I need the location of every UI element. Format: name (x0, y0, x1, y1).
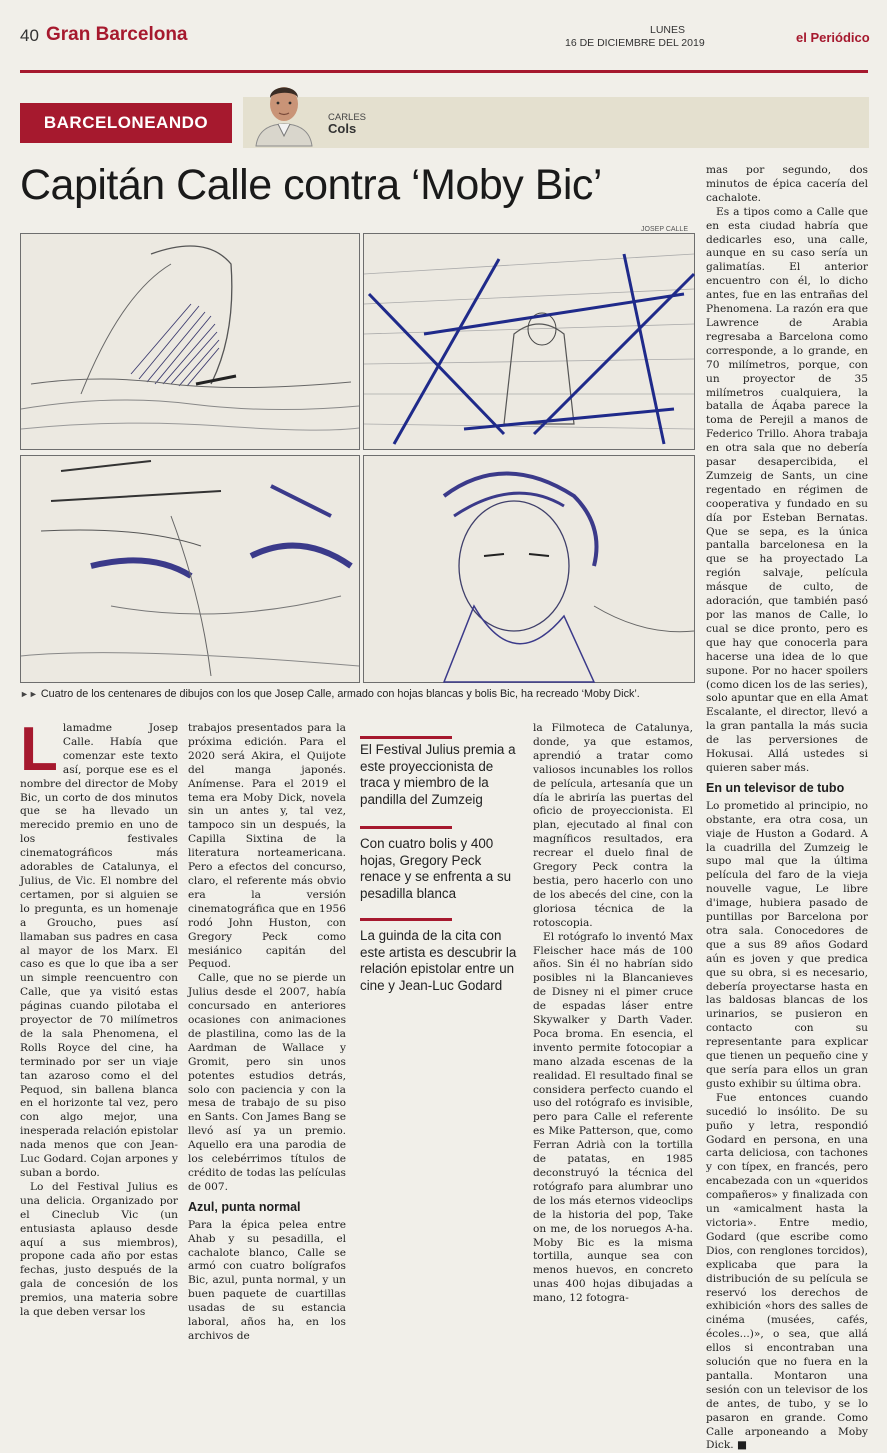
column-label (20, 103, 232, 143)
header-rule (20, 70, 868, 73)
body-column-4 (533, 722, 693, 1306)
quote-1: El Festival Julius premia a este proyeccionista de traca y miembro de la pandilla del Zumzeig (360, 742, 516, 807)
quote-3: La guinda de la cita con este artista es descubrir la relación epistolar entre un cine y Jean-Luc Godard (360, 928, 517, 993)
col5-paragraph-1: mas por segundo, dos minutos de épica cacería del cachalote. (706, 164, 868, 204)
col1-paragraph-2: Lo del Festival Julius es una delicia. Organizado por el Cineclub Vic (un entusiasta aplauso desde aquí a sus miembros), propone cada año por estas fechas, justo después de la gala de concesión de los premios, una materia sobre la que deben versar los (20, 1180, 178, 1319)
author-last-name: Cols (328, 121, 357, 136)
headline: Capitán Calle contra ‘Moby Bic’ (20, 161, 602, 209)
drawing-eyes-closeup (20, 455, 360, 683)
col4-paragraph-2: El rotógrafo lo inventó Max Fleischer hace más de 100 años. Sin él no habrían sido posibles ni la Blancanieves de Disney ni el pimer cruce de espadas láser entre Skywalker y Darth Vader. Poca broma. En esencia, el invento permite fotocopiar a mano alzada escenas de la realidad. El resultado final se considera perfecto cuando el uso del rotógrafo es invisible, pero para Calle el referente es Mike Patterson, que, como Ferran Adrià con la tortilla de patatas, en 1985 deconstruyó la técnica del rotógrafo para alumbrar uno de los más eternos videoclips de la historia del pop, Take on me, de los noruegos A-ha. Moby Bic es la misma tortilla, aunque sea con menos huevos, en concreto unas 400 hojas dibujadas a mano, 12 fotogra- (533, 930, 693, 1305)
body-column-5 (706, 164, 868, 1453)
date-day: LUNES (650, 24, 686, 36)
author-first-name: CARLES (328, 112, 367, 123)
subhead-azul: Azul, punta normal (188, 1199, 301, 1214)
column-label-text: BARCELONEANDO (43, 113, 209, 132)
col4-paragraph-1: la Filmoteca de Catalunya, donde, ya que estamos, aprendió a tratar como valiosos incunables los rollos de película, artesanía que un día le abriría las puertas del oficio de proyeccionista. El plan, ejecutado al final con magníficos resultados, era recrear el duelo final de Gregory Peck contra la bestia, pero hacerlo con uno de los abecés del cine, con la gloriosa técnica de la rotoscopia. (533, 722, 693, 929)
col5-paragraph-4: Fue entonces cuando sucedió lo insólito. De su puño y letra, respondió Godard en persona, en una carta deliciosa, con tachones y con típex, en francés, pero encabezada con un «queridos compañeros» y finalizada con un «amicalment hasta la victoria». Entre medio, Godard (que escribe como Dios, con renglones torcidos), explicaba que para la distribución de su película se reservó los derechos de exhibición «hors des salles de cinéma (musées, cafés, écoles...)», o sea, que allá ellos si encontraban una solución que no fuera en la pantalla. Montaron una sesión con un televisor de los de antes, de tubo, y se lo pasaron en grande. Como Calle arponeando a Moby Dick. ■ (706, 1091, 868, 1452)
col1-paragraph-1: lamadme Josep Calle. Había que comenzar este texto así, porque ese es el nombre del director de Moby Bic, un corto de dos minutos que se ha llevado un merecido premio en uno de los festivales cinematográficos más adorables de Catalunya, el Julius, de Vic. El nombre del certamen, por si alguien se lo pregunta, es un homenaje a Groucho, pues así llamaban sus padres en casa al mayor de los Marx. El caso es que lo que iba a ser un simple reencuentro con Calle, que ya visitó estas páginas cuando pilotaba el proyector de 70 milímetros de la sala Phenomena, el Rolls Royce del cine, ha terminado por ser un viaje tan azaroso como el del Pequod, sin ballena blanca en el horizonte tal vez, pero con algo mejor, una inesperada relación epistolar nada menos que con Jean-Luc Godard. Cojan arpones y suban a bordo. (20, 722, 178, 1179)
illustration-credit: JOSEP CALLE (641, 226, 688, 233)
section-title: Gran Barcelona (46, 24, 188, 45)
col2-paragraph-3: Para la épica pelea entre Ahab y su pesadilla, el cachalote blanco, Calle se armó con cuatro bolígrafos Bic, azul, punta normal, y un buen paquete de cuartillas usadas de su estancia laboral, años ha, en los archivos de (188, 1218, 346, 1342)
author-avatar (252, 78, 316, 146)
col2-paragraph-2: Calle, que no se pierde un Julius desde el 2007, había concursado en anteriores ocasiones con animaciones de plastilina, como las de la Aardman de Wallace y Gromit, pero sin unos potentes estudios detrás, solo con paciencia y con la mesa de trabajo de su piso en Sants. Con James Bang se llevó así ya un premio. Aquello era una parodia de los celebérrimos títulos de crédito de todas las películas de 007. (188, 972, 346, 1193)
subhead-televisor: En un televisor de tubo (706, 780, 845, 795)
quote-2: Con cuatro bolis y 400 hojas, Gregory Peck renace y se enfrenta a su pesadilla blanca (360, 836, 512, 901)
caption-marker: ►► (20, 689, 38, 699)
col5-paragraph-2: Es a tipos como a Calle que en esta ciudad habría que dedicarles eso, una calle, aunque en su caso sería un galimatías. El anterior encuentro con él, lo dicho antes, fue en las entrañas del Phenomena. La razón era que Lawrence de Arabia regresaba a Barcelona como corresponde, a lo grande, en 70 milímetros, porque, con un proyector de 35 milímetros cualquiera, la batalla de Áqaba parece la toma de Perejil a manos de Federico Trillo. Ahora trabaja en otra sala que no debería pasar desapercibida, el Zumzeig de Sants, un cine regentado en régimen de cooperativa y fundado en su día por Esteban Bernatas. Que se sepa, es la única pantalla barcelonesa en la que se ha proyectado La región salvaje, película másque de culto, de adoración, que también pasó por las manos de Calle, lo cual se dice pronto, pero es que hay que conocerla para hacerse una idea de lo que supone. Por no hacer spoilers (como dicen los de las series), solo apuntar que en ella Amat Escalante, el director, llevó a la gran pantalla la más sucia de las perversiones de Hokusai. Allá ustedes si quieren saber más. (706, 205, 868, 774)
col5-paragraph-3: Lo prometido al principio, no obstante, era otra cosa, un viaje de Huston a Godard. A la cuadrilla del Zumzeig le supo mal que la última película del faro de la vieja nouvelle vague, Le libre d'image, hubiera pasado de puntillas por Barcelona por otra sala. Conocedores de que a sus 89 años Godard aún es joven y que predica que su obra, si es necesario, debería proyectarse hasta en las baldosas blancas de los urinarios, se pusieron en contacto con su representante para explicar que tienen un pequeño cine y que sería para ellos un gran gusto exhibir su última obra. (706, 799, 868, 1090)
caption-text: Cuatro de los centenares de dibujos con los que Josep Calle, armado con hojas blancas y bolis Bic, ha recreado ‘Moby Dick’. (40, 688, 640, 700)
drawing-ahab-harpoons (363, 226, 695, 450)
col2-paragraph-1: trabajos presentados para la próxima edición. Para el 2020 será Akira, el Quijote del manga japonés. Anímense. Para el 2019 el tema era Moby Dick, novela sin un antes y, tal vez, tampoco sin un después, la Capilla Sixtina de la literatura norteamericana. Pero a efectos del concurso, claro, el referente más obvio era la versión cinematográfica que en 1956 rodó John Huston, con Gregory Peck como mesiánico capitán del Pequod. (188, 722, 346, 971)
quote-1-bar (360, 736, 452, 739)
dropcap: L (20, 715, 58, 784)
body-column-2 (188, 722, 346, 1344)
drawing-whale-tail (20, 233, 360, 450)
drawing-ahab-portrait (363, 455, 695, 683)
date-full: 16 DE DICIEMBRE DEL 2019 (565, 37, 705, 49)
body-column-1 (20, 715, 178, 1320)
page-number: 40 (20, 26, 39, 45)
quote-2-bar (360, 826, 452, 829)
quote-3-bar (360, 918, 452, 921)
newspaper-logo: el Periódico (796, 30, 870, 45)
